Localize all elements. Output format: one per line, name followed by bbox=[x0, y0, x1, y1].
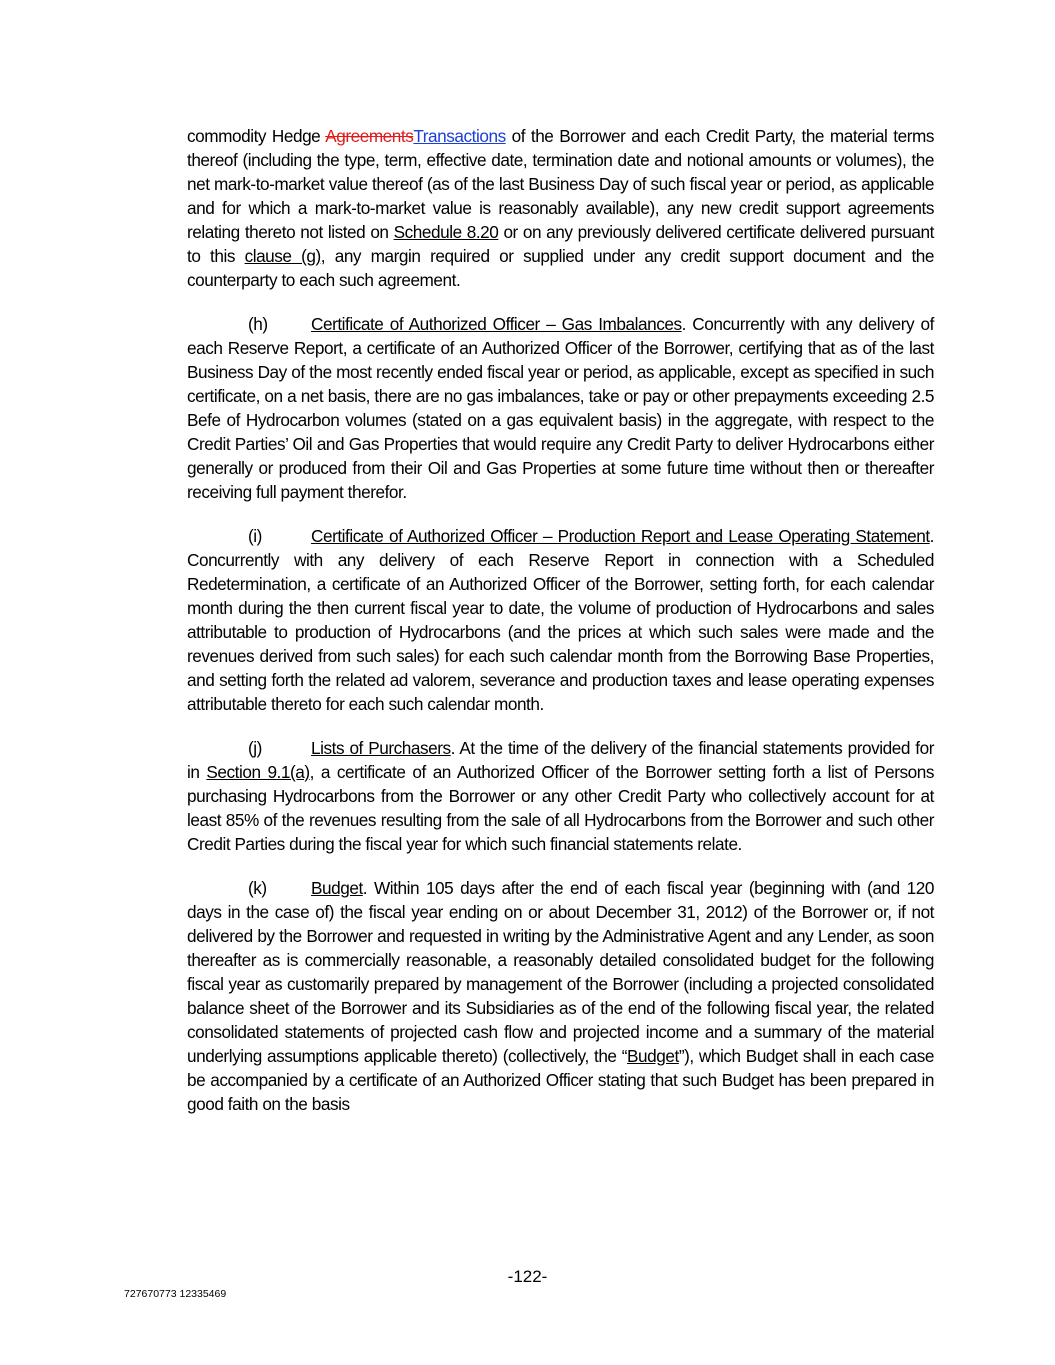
paragraph-k: (k) Budget. Within 105 days after the end of each fiscal year (beginning with (and 120 days in the case of) the fiscal year ending on or about December 31, 2012) of the Borrower or, if not delivered by the Borrower and requested in writing by the Administrative Agent and any Lender, as soon thereafter as is commercially reasonable, a reasonably detailed consolidated budget for the following fiscal year as customarily prepared by management of the Borrower (including a projected consolidated balance sheet of the Borrower and its Subsidiaries as of the end of the following fiscal year, the related consolidated statements of projected cash flow and projected income and a summary of the material underlying assumptions applicable thereto) (collectively, the “Budget”), which Budget shall in each case be accompanied by a certificate of an Authorized Officer stating that such Budget has been prepared in good faith on the basis bbox=[187, 878, 935, 1114]
section-heading: Certificate of Authorized Officer – Gas Imbalances bbox=[311, 314, 682, 334]
paragraph-j: (j) Lists of Purchasers. At the time of the delivery of the financial statements provided for in Section 9.1(a), a certificate of an Authorized Officer of the Borrower setting forth a list of Persons purchasing Hydrocarbons from the Borrower or any other Credit Party who collectively account for at least 85% of the revenues resulting from the sale of all Hydrocarbons from the Borrower and such other Credit Parties during the fiscal year for which such financial statements relate. bbox=[187, 738, 934, 854]
paragraph-h: (h) Certificate of Authorized Officer – Gas Imbalances. Concurrently with any delivery of each Reserve Report, a certificate of an Authorized Officer of the Borrower, certifying that as of the last Business Day of the most recently ended fiscal year or period, as applicable, except as specified in such certificate, on a net basis, there are no gas imbalances, take or pay or other prepayments exceeding 2.5 Befe of Hydrocarbon volumes (stated on a gas equivalent basis) in the aggregate, with respect to the Credit Parties’ Oil and Gas Properties that would require any Credit Party to deliver Hydrocarbons either generally or produced from their Oil and Gas Properties at some future time without then or thereafter receiving full payment therefor. bbox=[187, 314, 934, 502]
deleted-text: Agreements bbox=[325, 126, 414, 146]
section-heading: Certificate of Authorized Officer – Production Report and Lease Operating Statement bbox=[311, 526, 930, 546]
section-marker: (j) bbox=[248, 738, 262, 758]
defined-term: Budget bbox=[627, 1046, 679, 1066]
section-marker: (h) bbox=[248, 314, 268, 334]
section-marker: (i) bbox=[248, 526, 262, 546]
schedule-reference: Schedule 8.20 bbox=[393, 222, 499, 242]
clause-reference: clause (g) bbox=[244, 246, 321, 266]
section-heading: Lists of Purchasers bbox=[311, 738, 451, 758]
document-body bbox=[187, 124, 934, 1136]
page-number: -122- bbox=[507, 1267, 548, 1286]
section-marker: (k) bbox=[248, 878, 267, 898]
document-id: 727670773 12335469 bbox=[124, 1288, 227, 1300]
paragraph-g-continuation: commodity Hedge AgreementsTransactions of the Borrower and each Credit Party, the material terms thereof (including the type, term, effective date, termination date and notional amounts or volumes), the net mark-to-market value thereof (as of the last Business Day of such fiscal year or period, as applicable and for which a mark-to-market value is reasonably available), any new credit support agreements relating thereto not listed on Schedule 8.20 or on any previously delivered certificate delivered pursuant to this clause (g), any margin required or supplied under any credit support document and the counterparty to each such agreement. bbox=[187, 126, 934, 290]
section-reference: Section 9.1(a) bbox=[206, 762, 310, 782]
section-heading: Budget bbox=[311, 878, 363, 898]
paragraph-i: (i) Certificate of Authorized Officer – Production Report and Lease Operating Statement. Concurrently with any delivery of each Reserve Report in connection with a Scheduled Redetermination, a certificate of an Authorized Officer of the Borrower, setting forth, for each calendar month during the then current fiscal year to date, the volume of production of Hydrocarbons and sales attributable to production of Hydrocarbons (and the prices at which such sales were made and the revenues derived from such sales) for each such calendar month from the Borrowing Base Properties, and setting forth the related ad valorem, severance and production taxes and lease operating expenses attributable thereto for each such calendar month. bbox=[187, 526, 934, 714]
inserted-text: Transactions bbox=[413, 126, 506, 146]
